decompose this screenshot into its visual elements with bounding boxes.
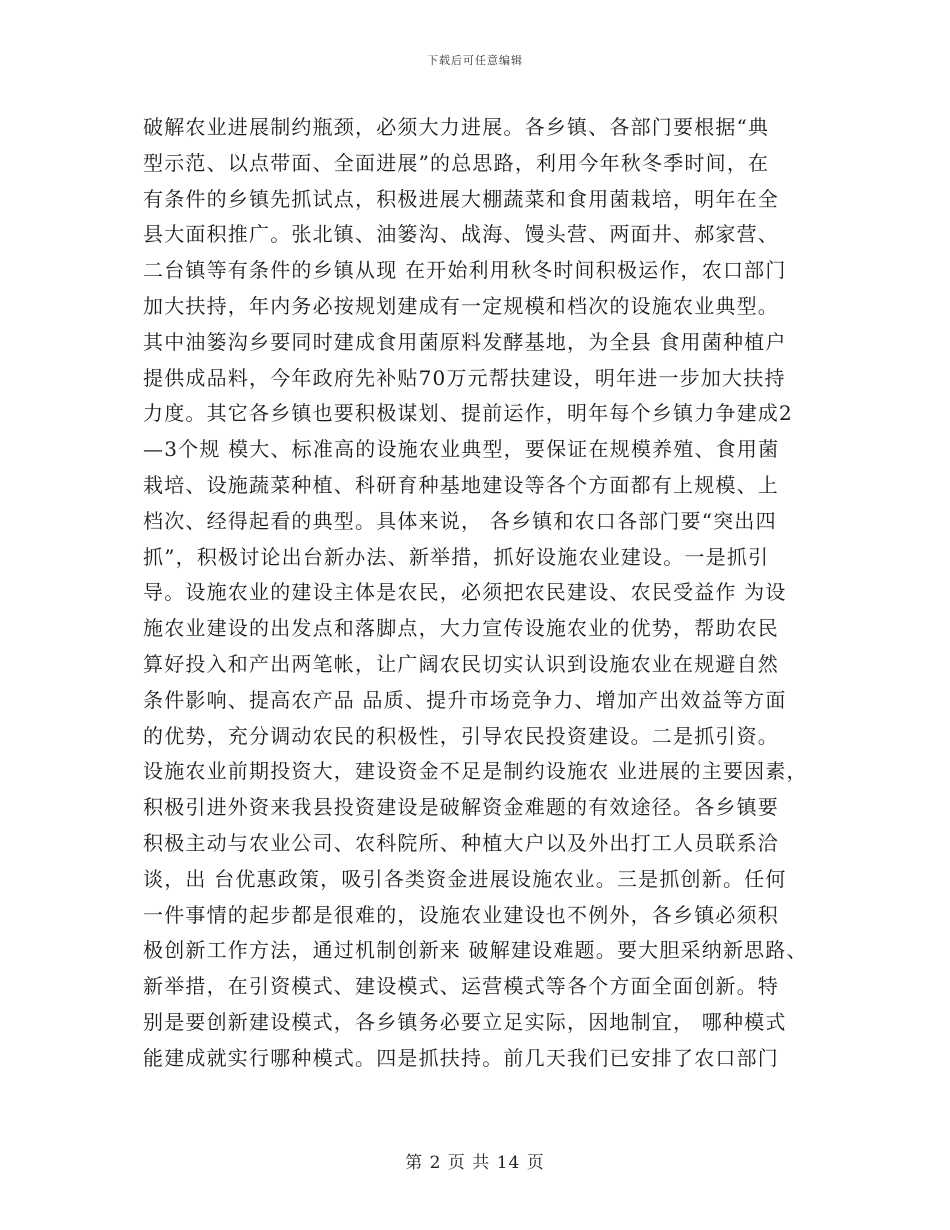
text-line: 新举措，在引资模式、建设模式、运营模式等各个方面全面创新。特 [143,974,779,999]
text-line: 档次、经得起看的典型。具体来说， 各乡镇和农口各部门要“突出四 [143,508,777,533]
text-line: 的优势，充分调动农民的积极性，引导农民投资建设。二是抓引资。 [143,723,779,748]
text-line: 别是要创新建设模式，各乡镇务必要立足实际，因地制宜， 哪种模式 [143,1009,787,1034]
text-line: 能建成就实行哪种模式。四是抓扶持。前几天我们已安排了农口部门 [143,1045,779,1070]
text-line: —3个规 模大、标准高的设施农业典型，要保证在规模养殖、食用菌 [143,437,780,462]
text-line: 积极主动与农业公司、农科院所、种植大户以及外出打工人员联系洽 [143,830,779,855]
text-line: 有条件的乡镇先抓试点，积极进展大棚蔬菜和食用菌栽培，明年在全 [143,186,779,211]
page-number: 第 2 页 共 14 页 [405,1153,545,1173]
text-line: 其中油篓沟乡要同时建成食用菌原料发酵基地，为全县 食用菌种植户 [143,329,787,354]
text-line: 条件影响、提高农产品 品质、提升市场竞争力、增加产出效益等方面 [143,687,787,712]
text-line: 县大面积推广。张北镇、油篓沟、战海、馒头营、两面井、郝家营、 [143,222,779,247]
text-line: 栽培、设施蔬菜种植、科研育种基地建设等各个方面都有上规模、上 [143,472,779,497]
text-line: 施农业建设的出发点和落脚点，大力宣传设施农业的优势，帮助农民 [143,616,779,641]
text-line: 二台镇等有条件的乡镇从现 在开始利用秋冬时间积极运作，农口部门 [143,258,787,283]
text-line: 抓”，积极讨论出台新办法、新举措，抓好设施农业建设。一是抓引 [143,544,770,569]
text-line: 极创新工作方法，通过机制创新来 破解建设难题。要大胆采纳新思路、 [143,938,808,963]
text-line: 提供成品料，今年政府先补贴70万元帮扶建设，明年进一步加大扶持 [143,365,786,390]
body-paragraph [143,110,823,1077]
text-line: 谈，出 台优惠政策，吸引各类资金进展设施农业。三是抓创新。任何 [143,866,787,891]
text-line: 破解农业进展制约瓶颈，必须大力进展。各乡镇、各部门要根据“典 [143,115,770,139]
text-line: 加大扶持，年内务必按规划建成有一定规模和档次的设施农业典型。 [143,293,779,318]
text-line: 型示范、以点带面、全面进展”的总思路，利用今年秋冬季时间，在 [143,150,770,175]
text-line: 积极引进外资来我县投资建设是破解资金难题的有效途径。各乡镇要 [143,795,779,820]
text-line: 一件事情的起步都是很难的，设施农业建设也不例外，各乡镇必须积 [143,902,779,927]
text-line: 设施农业前期投资大，建设资金不足是制约设施农 业进展的主要因素， [143,759,808,784]
text-line: 算好投入和产出两笔帐，让广阔农民切实认识到设施农业在规避自然 [143,651,779,676]
page-header-note: 下载后可任意编辑 [427,54,523,67]
text-line: 导。设施农业的建设主体是农民，必须把农民建设、农民受益作 为设 [143,580,787,605]
text-line: 力度。其它各乡镇也要积极谋划、提前运作，明年每个乡镇力争建成2 [143,401,793,426]
